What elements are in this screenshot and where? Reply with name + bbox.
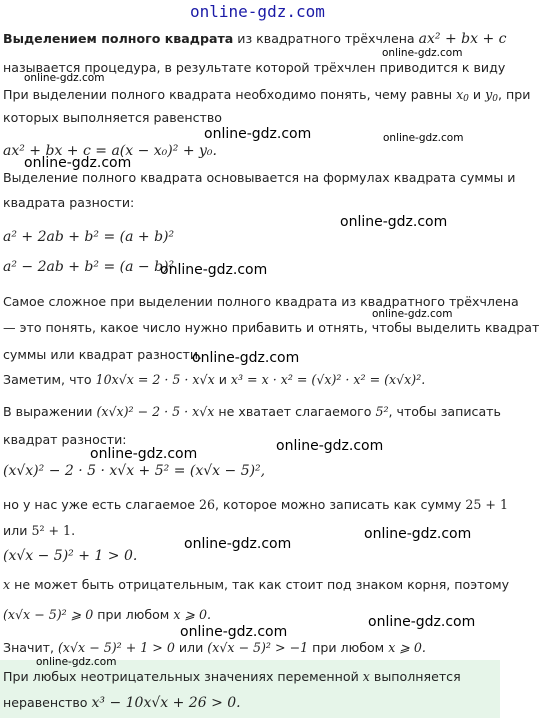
- formula-inline: (x√x − 5)² > −1: [207, 640, 309, 655]
- formula-inline: (x√x − 5)² ⩾ 0: [3, 607, 94, 622]
- formula-inline: (x√x − 5)² + 1 > 0: [58, 640, 175, 655]
- formula-square-diff: a² − 2ab + b² = (a − b)²: [3, 259, 175, 275]
- text: или: [3, 523, 28, 538]
- x0-symbol: $x_0$: [456, 87, 469, 104]
- text: не может быть отрицательным, так как стоит под знаком корня, поэтому: [14, 577, 510, 592]
- conclusion-line: [3, 668, 497, 686]
- paragraph-line: квадрат разности:: [3, 432, 127, 447]
- trinomial-formula: ax² + bx + c: [418, 31, 507, 47]
- text: , которое можно записать как сумму: [215, 497, 462, 512]
- watermark: online-gdz.com: [184, 536, 292, 552]
- formula-inline: 10x√x = 2 · 5 · x√x: [95, 372, 215, 387]
- text: неравенство: [3, 695, 88, 710]
- paragraph-line: — это понять, какое число нужно прибавить и отнять, чтобы выделить квадрат: [3, 320, 539, 335]
- variable-x: x: [3, 577, 11, 592]
- formula-inline: (x√x)² − 2 · 5 · x√x: [96, 404, 215, 419]
- paragraph-line: квадрата разности:: [3, 195, 135, 210]
- watermark: online-gdz.com: [276, 438, 384, 454]
- text: При любых неотрицательных значениях переменной: [3, 669, 359, 684]
- text: и: [218, 372, 227, 387]
- watermark: online-gdz.com: [160, 262, 268, 278]
- formula-inline: 5² + 1.: [31, 523, 76, 538]
- text: выполняется: [373, 669, 461, 684]
- text: или: [178, 640, 204, 655]
- watermark: online-gdz.com: [372, 308, 453, 320]
- text: , при: [497, 87, 531, 102]
- watermark: online-gdz.com: [24, 155, 132, 171]
- definition-text: из квадратного трёхчлена: [237, 31, 415, 46]
- watermark: online-gdz.com: [383, 132, 464, 144]
- watermark: online-gdz.com: [180, 624, 288, 640]
- paragraph-line: называется процедура, в результате которой трёхчлен приводится к виду: [3, 60, 506, 75]
- formula-inline: 25 + 1: [465, 497, 508, 512]
- paragraph-line: [3, 371, 497, 389]
- definition-term: Выделением полного квадрата: [3, 31, 234, 46]
- watermark: online-gdz.com: [36, 656, 117, 668]
- paragraph-line: [3, 576, 510, 594]
- formula-inline: x ⩾ 0.: [388, 640, 426, 655]
- text: При выделении полного квадрата необходимо понять, чему равны: [3, 87, 453, 102]
- formula-inline: 5²: [375, 404, 389, 419]
- paragraph-line: суммы или квадрат разности.: [3, 347, 203, 362]
- watermark: online-gdz.com: [204, 126, 312, 142]
- text: но у нас уже есть слагаемое: [3, 497, 195, 512]
- text: Заметим, что: [3, 372, 92, 387]
- number: 26: [199, 497, 216, 512]
- watermark: online-gdz.com: [340, 214, 448, 230]
- watermark: online-gdz.com: [192, 350, 300, 366]
- paragraph-line: [3, 86, 531, 104]
- paragraph-line: [3, 639, 497, 657]
- formula-final-inequality: x³ − 10x√x + 26 > 0.: [91, 695, 241, 711]
- text: не хватает слагаемого: [218, 404, 372, 419]
- paragraph-line: [3, 496, 508, 514]
- definition-line: [3, 30, 507, 48]
- formula-inline: x ⩾ 0.: [173, 607, 212, 622]
- text: , чтобы записать: [388, 404, 501, 419]
- paragraph-line: Самое сложное при выделении полного квадрата из квадратного трёхчлена: [3, 294, 519, 309]
- paragraph-line: Выделение полного квадрата основывается на формулах квадрата суммы и: [3, 170, 516, 185]
- paragraph-line: [3, 403, 501, 421]
- formula-square-sum: a² + 2ab + b² = (a + b)²: [3, 229, 175, 245]
- paragraph-line: которых выполняется равенство: [3, 110, 223, 125]
- watermark: online-gdz.com: [24, 72, 105, 84]
- formula-inline: x³ = x · x² = (√x)² · x² = (x√x)².: [230, 372, 426, 387]
- formula-diff-square: (x√x)² − 2 · 5 · x√x + 5² = (x√x − 5)²,: [3, 463, 266, 479]
- text: и: [472, 87, 482, 102]
- text: Значит,: [3, 640, 54, 655]
- text: при любом: [97, 607, 170, 622]
- watermark: online-gdz.com: [364, 526, 472, 542]
- text: при любом: [312, 640, 385, 655]
- text: В выражении: [3, 404, 93, 419]
- watermark: online-gdz.com: [90, 446, 198, 462]
- formula-completed-square: ax² + bx + c = a(x − x₀)² + y₀.: [3, 143, 217, 159]
- y0-symbol: $y_0$: [485, 87, 498, 104]
- watermark: online-gdz.com: [368, 614, 476, 630]
- watermark: online-gdz.com: [382, 47, 463, 59]
- variable-x: x: [362, 669, 370, 684]
- conclusion-line: [3, 694, 497, 712]
- watermark-top: online-gdz.com: [190, 2, 325, 21]
- formula-inequality: (x√x − 5)² + 1 > 0.: [3, 548, 138, 564]
